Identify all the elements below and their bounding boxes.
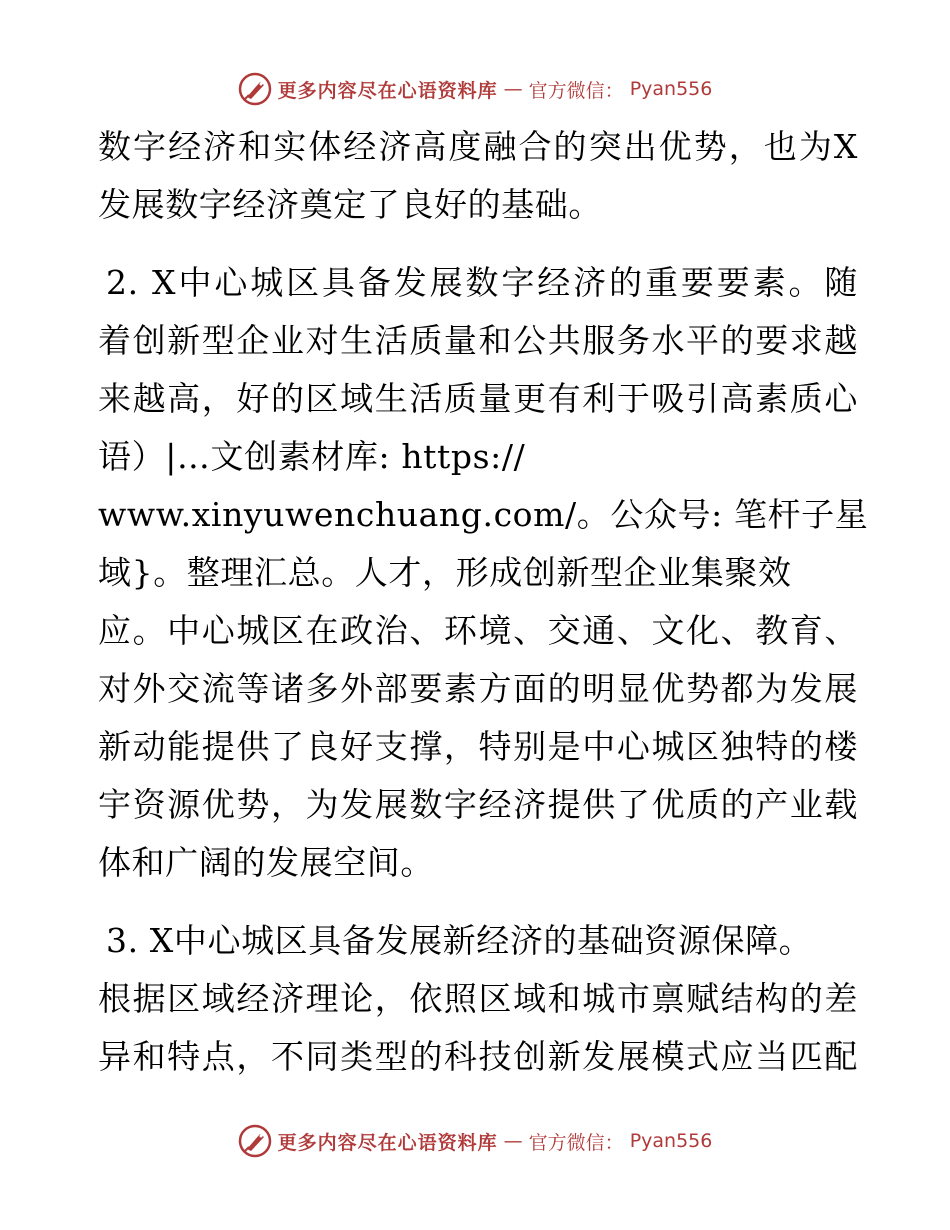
- watermark-main-text: 更多内容尽在心语资料库: [277, 79, 498, 102]
- text-line: 根据区域经济理论，依照区域和城市禀赋结构的差: [98, 979, 858, 1018]
- text-line: 宇资源优势，为发展数字经济提供了优质的产业载: [98, 785, 858, 824]
- watermark-wechat-id: Pyan556: [629, 78, 713, 100]
- text-line: 语）|…文创素材库: https://: [98, 437, 526, 476]
- text-line: 域}。整理汇总。人才，形成创新型企业集聚效: [98, 553, 792, 592]
- text-line: www.xinyuwenchuang.com/。公众号: 笔杆子星: [98, 495, 869, 534]
- text-line: 新动能提供了良好支撑，特别是中心城区独特的楼: [98, 727, 858, 766]
- text-line: 数字经济和实体经济高度融合的突出优势，也为X: [98, 127, 858, 166]
- text-line: 3. X中心城区具备发展新经济的基础资源保障。: [106, 921, 813, 960]
- text-line: 2. X中心城区具备发展数字经济的重要要素。随: [106, 263, 858, 302]
- text-line: 着创新型企业对生活质量和公共服务水平的要求越: [98, 321, 858, 360]
- text-line: 异和特点，不同类型的科技创新发展模式应当匹配: [98, 1037, 858, 1076]
- watermark-wechat-label: 官方微信：: [528, 1131, 624, 1154]
- text-line: 应。中心城区在政治、环境、交通、文化、教育、: [98, 611, 858, 650]
- watermark-wechat-id: Pyan556: [629, 1130, 713, 1152]
- text-line: 对外交流等诸多外部要素方面的明显优势都为发展: [98, 669, 858, 708]
- header-watermark: [0, 72, 950, 106]
- watermark-main-text: 更多内容尽在心语资料库: [277, 1131, 498, 1154]
- text-line: 发展数字经济奠定了良好的基础。: [98, 185, 602, 224]
- watermark-dash: —: [503, 78, 523, 100]
- text-line: 体和广阔的发展空间。: [98, 843, 434, 882]
- footer-watermark: [0, 1124, 950, 1158]
- document-body: [98, 118, 869, 1086]
- watermark-dash: —: [503, 1130, 523, 1152]
- pen-nib-logo-icon: [238, 72, 272, 106]
- pen-nib-logo-icon: [238, 1124, 272, 1158]
- text-line: 来越高，好的区域生活质量更有利于吸引高素质心: [98, 379, 858, 418]
- watermark-wechat-label: 官方微信：: [528, 79, 624, 102]
